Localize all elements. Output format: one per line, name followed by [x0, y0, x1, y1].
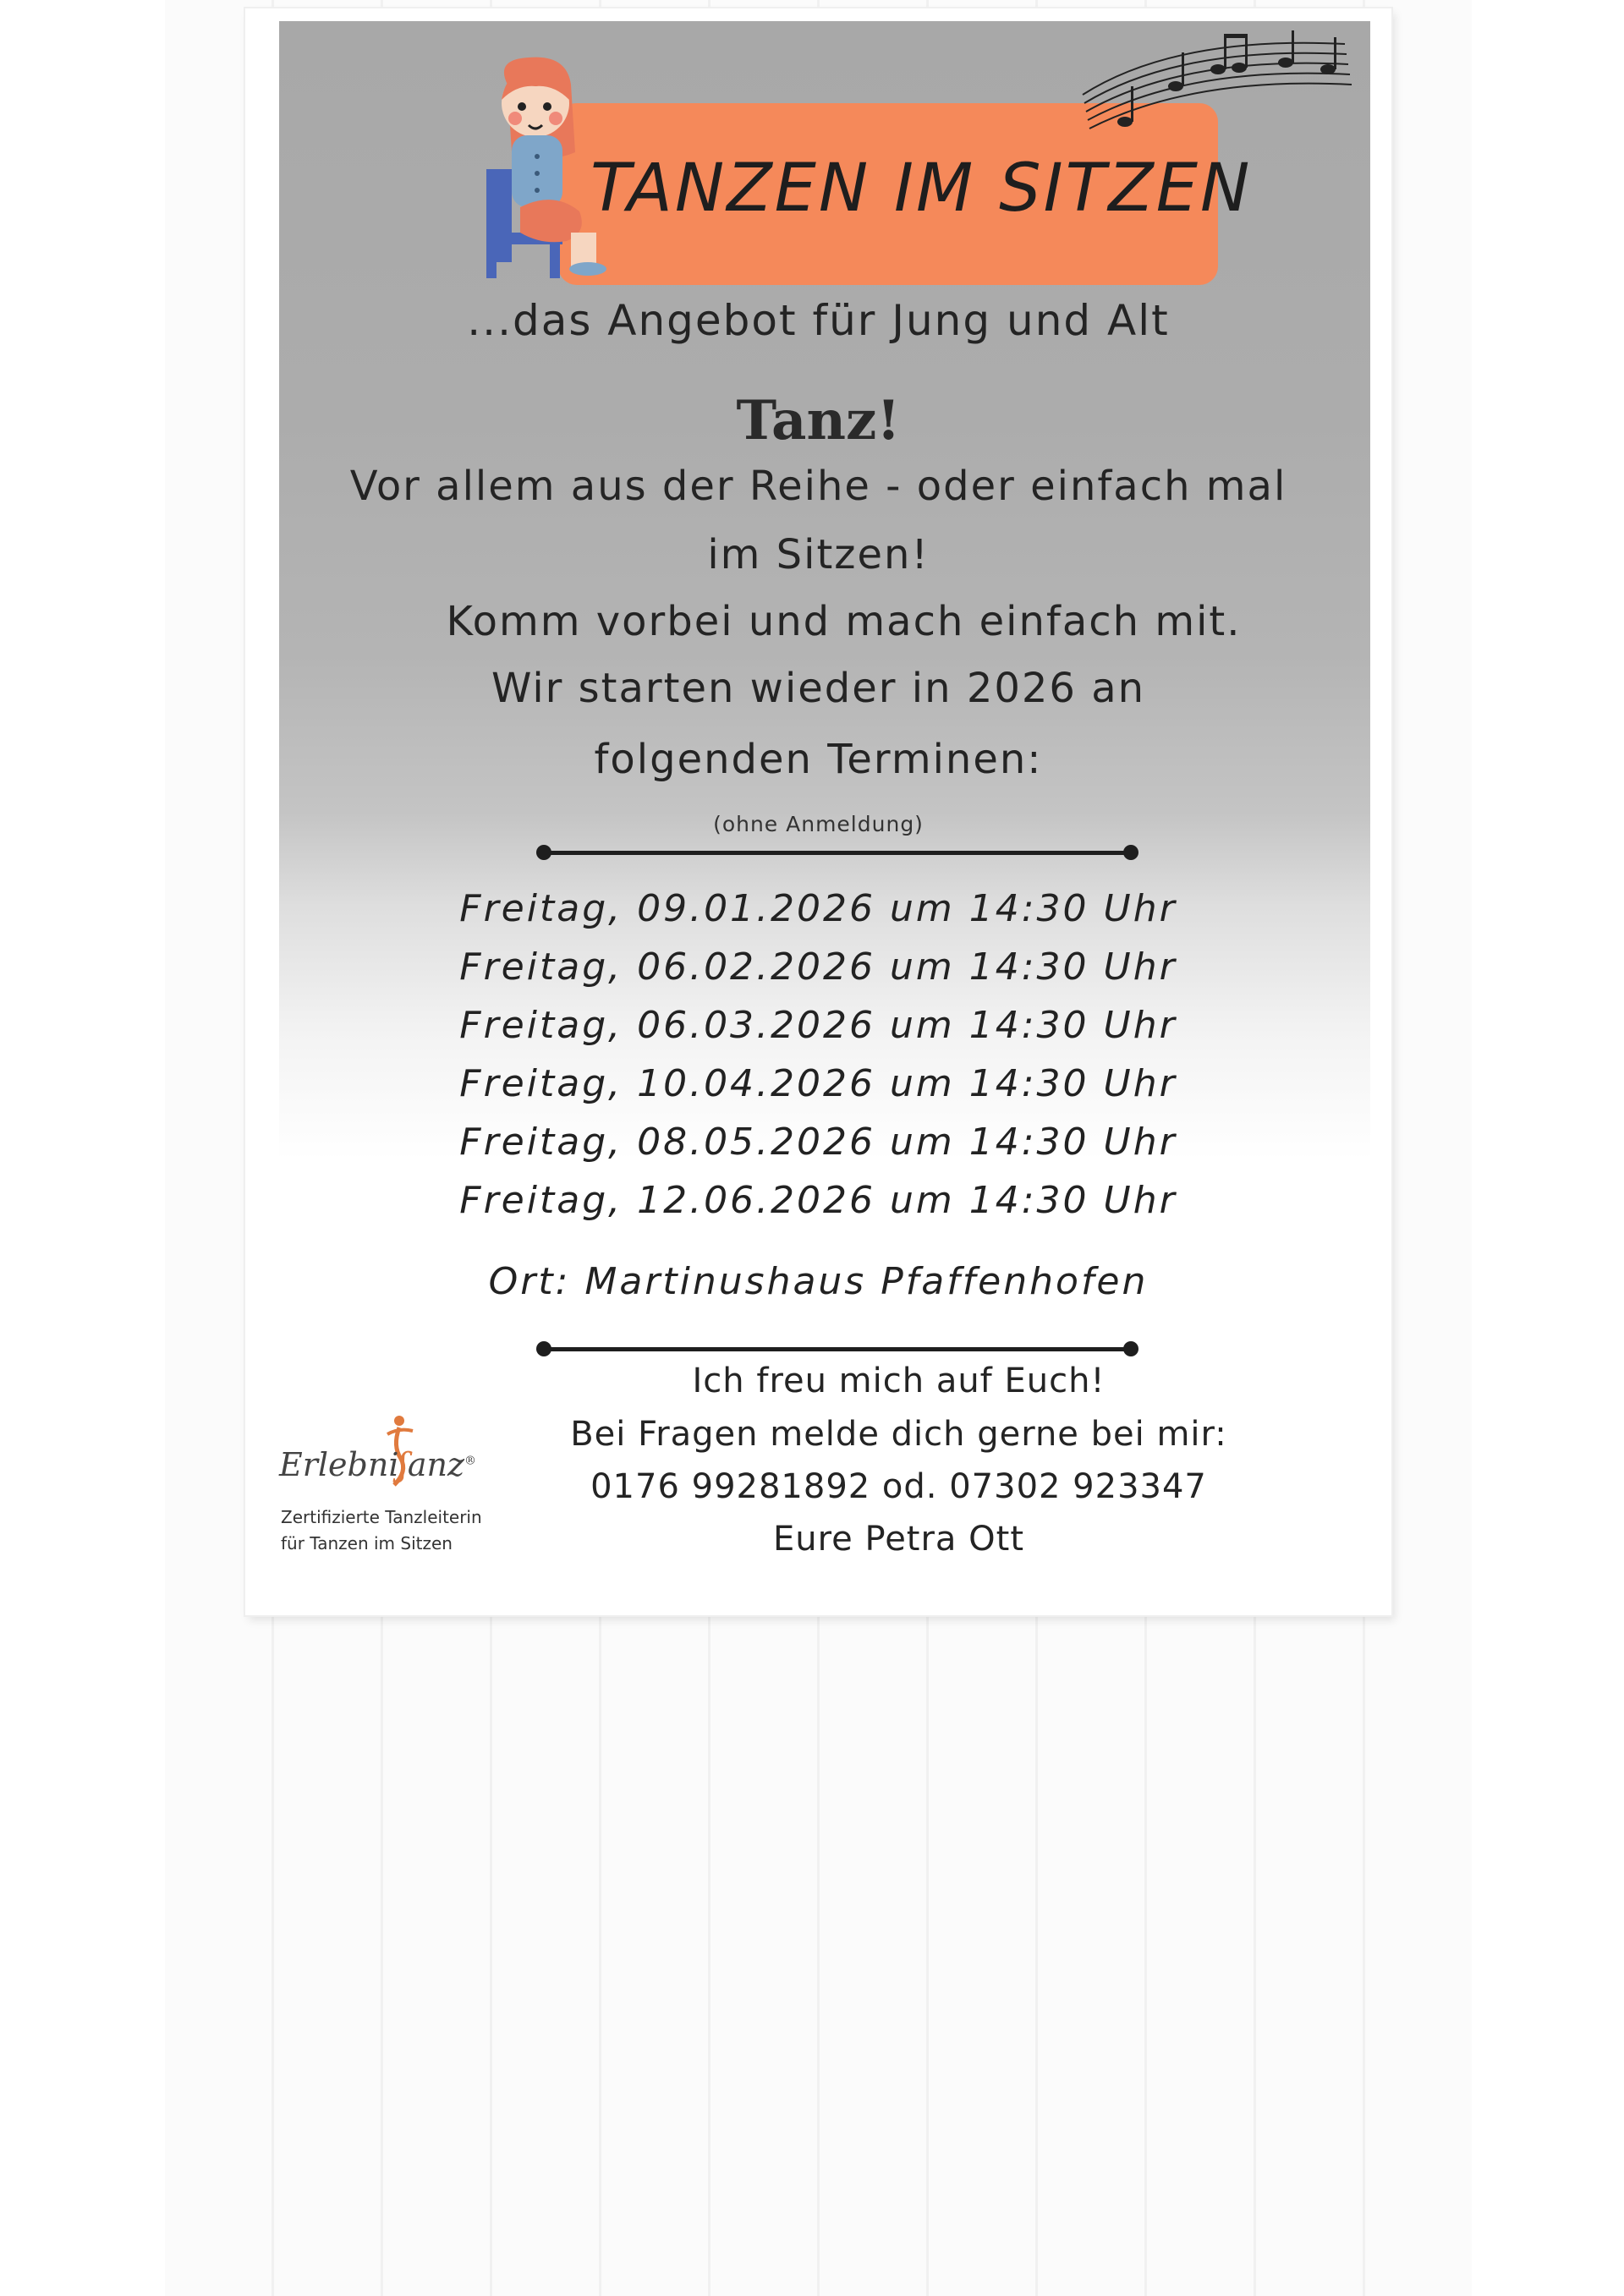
logo-name-part2: anz: [407, 1446, 464, 1483]
logo-s-glyph: ʃ: [398, 1446, 408, 1483]
date-item: Freitag, 06.02.2026 um 14:30 Uhr: [459, 945, 1177, 989]
registration-note: (ohne Anmeldung): [713, 812, 924, 836]
intro-line: Komm vorbei und mach einfach mit.: [446, 598, 1242, 645]
intro-line: Wir starten wieder in 2026 an: [491, 665, 1146, 712]
date-item: Freitag, 10.04.2026 um 14:30 Uhr: [459, 1062, 1177, 1105]
closing-line: Ich freu mich auf Euch!: [692, 1362, 1106, 1400]
flyer-page: [245, 8, 1391, 1615]
date-item: Freitag, 09.01.2026 um 14:30 Uhr: [459, 887, 1177, 930]
logo-trademark: ®: [464, 1454, 476, 1468]
date-item: Freitag, 06.03.2026 um 14:30 Uhr: [459, 1004, 1177, 1047]
logo-certification: Zertifizierte Tanzleiterin: [281, 1507, 482, 1527]
intro-line: folgenden Terminen:: [594, 736, 1043, 783]
logo-certification: für Tanzen im Sitzen: [281, 1533, 453, 1553]
location: Ort: Martinushaus Pfaffenhofen: [488, 1260, 1149, 1303]
intro-line: Vor allem aus der Reihe - oder einfach mal: [349, 463, 1287, 510]
divider-line: [541, 1347, 1133, 1351]
intro-line: im Sitzen!: [707, 531, 930, 578]
seated-girl-illustration: [461, 51, 630, 279]
divider-line: [541, 851, 1133, 855]
flyer-title: TANZEN IM SITZEN: [590, 151, 1253, 227]
closing-line: Bei Fragen melde dich gerne bei mir:: [570, 1415, 1227, 1454]
date-list: [245, 879, 1391, 1230]
date-item: Freitag, 08.05.2026 um 14:30 Uhr: [459, 1121, 1177, 1164]
signature-name: Eure Petra Ott: [772, 1520, 1025, 1559]
logo-name: [279, 1446, 476, 1483]
logo-name-part1: Erlebni: [279, 1446, 399, 1483]
subtitle: ...das Angebot für Jung und Alt: [467, 296, 1170, 345]
contact-phone: 0176 99281892 od. 07302 923347: [590, 1467, 1207, 1506]
headline: Tanz!: [736, 389, 901, 452]
music-notes-icon: [1074, 27, 1353, 162]
erlebnistanz-logo: [279, 1412, 491, 1564]
date-item: Freitag, 12.06.2026 um 14:30 Uhr: [459, 1179, 1177, 1222]
